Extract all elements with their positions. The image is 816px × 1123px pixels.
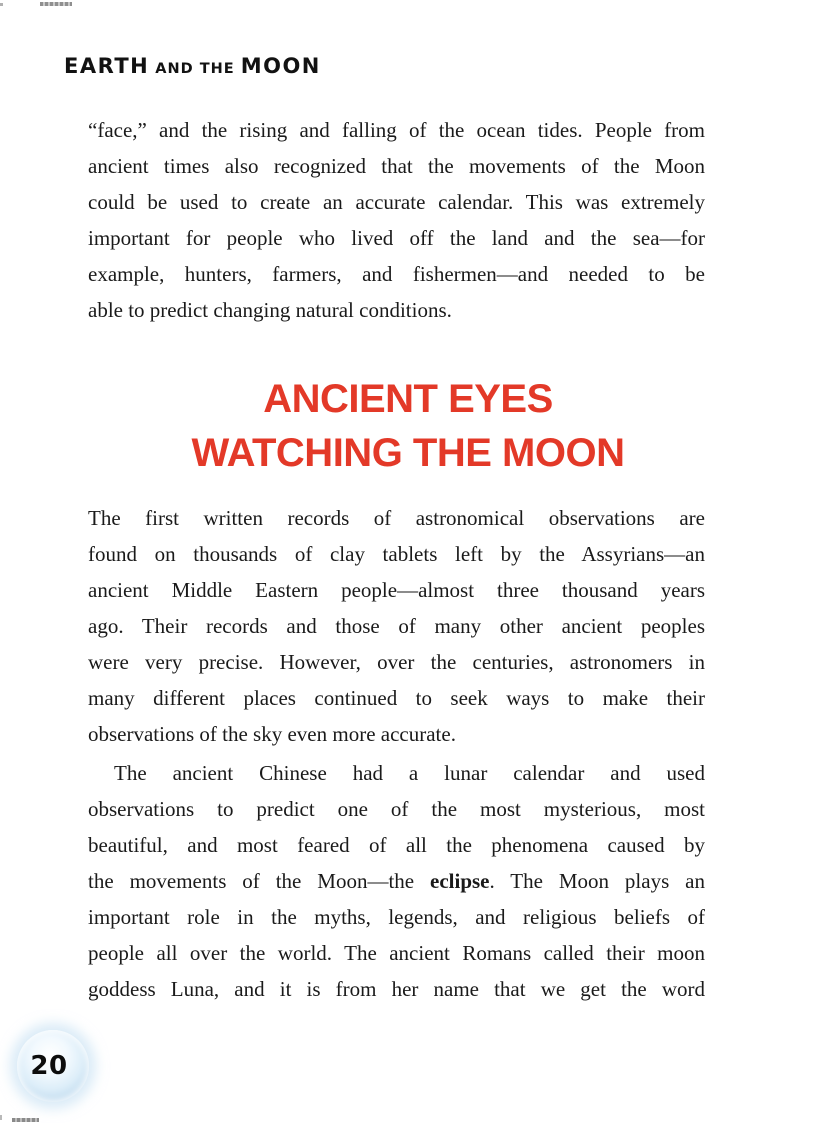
text-line: able to predict changing natural conditions. xyxy=(88,298,452,322)
text-line: observations to predict one of the most mysterious, most xyxy=(88,797,705,821)
text-line: “face,” and the rising and falling of the ocean tides. People from xyxy=(88,118,705,142)
text-line: ago. Their records and those of many other ancient peoples xyxy=(88,614,705,638)
text-line: observations of the sky even more accurate. xyxy=(88,722,456,746)
text-line: many different places continued to seek ways to make their xyxy=(88,686,705,710)
text-line: were very precise. However, over the centuries, astronomers in xyxy=(88,650,705,674)
text-line: found on thousands of clay tablets left by the Assyrians—an xyxy=(88,542,705,566)
scan-mark xyxy=(0,1115,2,1120)
paragraph-2 xyxy=(88,500,705,752)
text-line: people all over the world. The ancient Romans called their moon xyxy=(88,941,705,965)
page-number-badge xyxy=(17,1030,89,1102)
text-line-with-bold-term xyxy=(88,863,705,899)
text-line: beautiful, and most feared of all the phenomena caused by xyxy=(88,833,705,857)
chapter-heading-line: WATCHING THE MOON xyxy=(191,431,625,475)
running-header xyxy=(64,54,321,78)
text-line: important for people who lived off the land and the sea—for xyxy=(88,226,705,250)
text-line: The ancient Chinese had a lunar calendar and used xyxy=(114,761,705,785)
chapter-heading xyxy=(0,372,816,480)
paragraph-3 xyxy=(88,755,705,1007)
text-segment: . The Moon plays an xyxy=(489,869,705,893)
scan-mark xyxy=(40,2,72,6)
bold-term-eclipse: eclipse xyxy=(430,869,490,893)
text-line: example, hunters, farmers, and fishermen—and needed to be xyxy=(88,262,705,286)
text-line: could be used to create an accurate calendar. This was extremely xyxy=(88,190,705,214)
text-line: ancient times also recognized that the movements of the Moon xyxy=(88,154,705,178)
page-number: 20 xyxy=(30,1051,68,1081)
scan-mark xyxy=(12,1118,39,1122)
running-header-word: MOON xyxy=(240,54,321,78)
running-header-word: AND THE xyxy=(149,61,241,77)
text-line: important role in the myths, legends, and religious beliefs of xyxy=(88,905,705,929)
running-header-word: EARTH xyxy=(64,54,150,78)
text-line: goddess Luna, and it is from her name that we get the word xyxy=(88,977,705,1001)
text-line: ancient Middle Eastern people—almost three thousand years xyxy=(88,578,705,602)
text-line: The first written records of astronomical observations are xyxy=(88,506,705,530)
chapter-heading-line: ANCIENT EYES xyxy=(263,377,553,421)
text-segment: the movements of the Moon—the xyxy=(88,869,431,893)
scan-mark xyxy=(0,3,3,6)
paragraph-1 xyxy=(88,112,705,328)
